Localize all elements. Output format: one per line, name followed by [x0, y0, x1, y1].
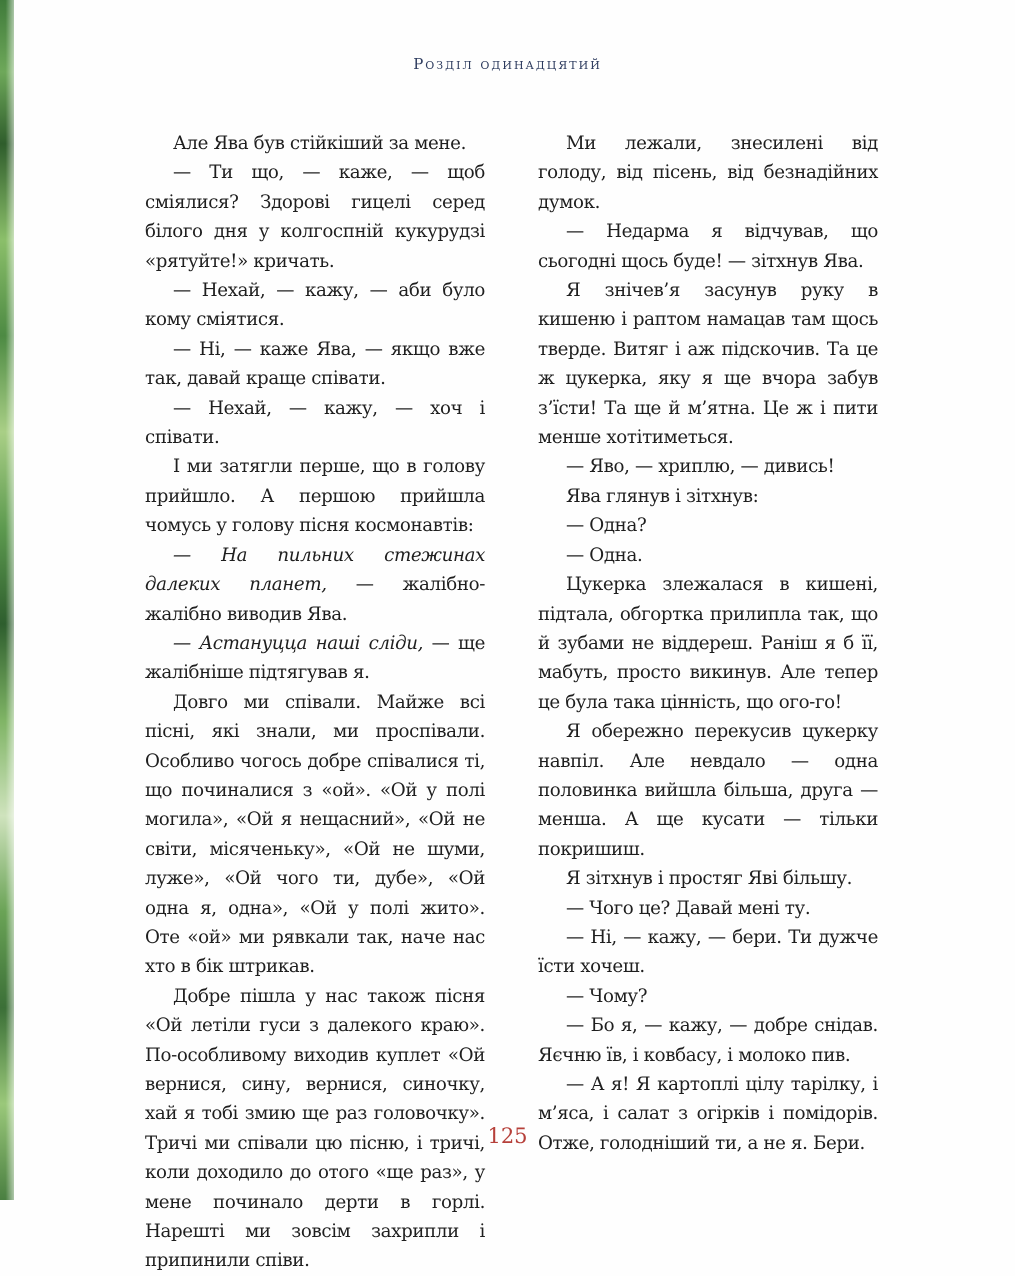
paragraph: — Ні, — кажу, — бери. Ти дужче їсти хочеш. [538, 926, 878, 978]
paragraph: — Ти що, — каже, — щоб сміялися? Здорові гицелі серед білого дня у колгоспній кукурудзі «рятуйте!» кричать. [145, 162, 485, 272]
cover-illustration-edge [0, 0, 14, 1200]
running-head: Розділ одинадцятий [413, 55, 602, 73]
paragraph: Але Ява був стійкіший за мене. [173, 133, 467, 154]
paragraph: — Бо я, — кажу, — добре снідав. Яєчню їв, і ковбасу, і молоко пив. [538, 1015, 878, 1066]
paragraph: Я знічев’я засунув руку в кишеню і раптом намацав там щось тверде. Витяг і аж підскочив. Та це ж цукерка, яку я ще вчора забув з’їсти! Та ще й м’ятна. Це ж і пити менше хотітиметься. [538, 280, 878, 449]
paragraph: — Недарма я відчував, що сьогодні щось буде! — зітхнув Ява. [538, 221, 878, 272]
paragraph: — Чого це? Давай мені ту. [566, 897, 811, 919]
right-column [538, 129, 878, 1158]
song-quote: — Астануцца наші сліди, [173, 632, 424, 654]
paragraph: Ява глянув і зітхнув: [566, 485, 759, 507]
paragraph: — Яво, — хриплю, — дивись! [566, 456, 835, 478]
paragraph: — Ні, — каже Ява, — якщо вже так, давай краще співати. [145, 338, 485, 390]
paragraph: Довго ми співали. Майже всі пісні, які знали, ми проспівали. Особливо чогось добре співалися ті, що починалися з «ой». «Ой у полі могила», «Ой я нещасний», «Ой не світи, місяченьку», «Ой не шуми, луже», «Ой чого ти, дубе», «Ой одна я, одна», «Ой у полі жито». Оте «ой» ми рявкали так, наче нас хто в бік штрикав. [145, 691, 485, 978]
paragraph: Добре пішла у нас також пісня «Ой летіли гуси з далекого краю». По-особливому виходив куплет «Ой вернися, сину, вернися, синочку, хай я тобі змию ще раз головочку». Тричі ми співали цю пісню, і тричі, коли доходило до отого «ще раз», у мене починало дерти в горлі. Нарешті ми зовсім захрипли і припинили співи. [145, 985, 485, 1272]
page-number: 125 [487, 1124, 528, 1148]
paragraph: Я обережно перекусив цукерку навпіл. Але невдало — одна половинка вийшла більша, друга — менша. А ще кусати — тільки покришиш. [538, 721, 878, 860]
paragraph: Я зітхнув і простяг Яві більшу. [566, 868, 853, 890]
paragraph: — Одна? [566, 515, 647, 537]
paragraph: — А я! Я картоплі цілу тарілку, і м’яса, і салат з огірків і помідорів. Отже, голодніший ти, а не я. Бери. [538, 1074, 878, 1154]
song-quote: — На пильних стежинах далеких планет, [145, 544, 485, 596]
paragraph: — Нехай, — кажу, — хоч і співати. [145, 397, 485, 449]
paragraph: — Чому? [566, 985, 648, 1007]
paragraph [145, 541, 485, 629]
paragraph-text: — ще жалібніше підтягував я. [145, 632, 485, 684]
paragraph: — Одна. [566, 544, 643, 566]
paragraph-text: — жалібно-жалібно виводив Ява. [145, 574, 485, 625]
paragraph: Ми лежали, знесилені від голоду, від пісень, від безнадійних думок. [538, 133, 878, 213]
paragraph [145, 629, 485, 688]
paragraph: І ми затягли перше, що в голову прийшло. А першою прийшла чомусь у голову пісня космонавтів: [145, 456, 485, 537]
paragraph: — Нехай, — кажу, — аби було кому сміятися. [145, 280, 485, 331]
left-column [145, 129, 485, 1276]
paragraph: Цукерка злежалася в кишені, підтала, обгортка прилипла так, що й зубами не віддереш. Раніш я б її, мабуть, просто викинув. Але тепер це була така цінність, що ого-го! [538, 574, 878, 713]
